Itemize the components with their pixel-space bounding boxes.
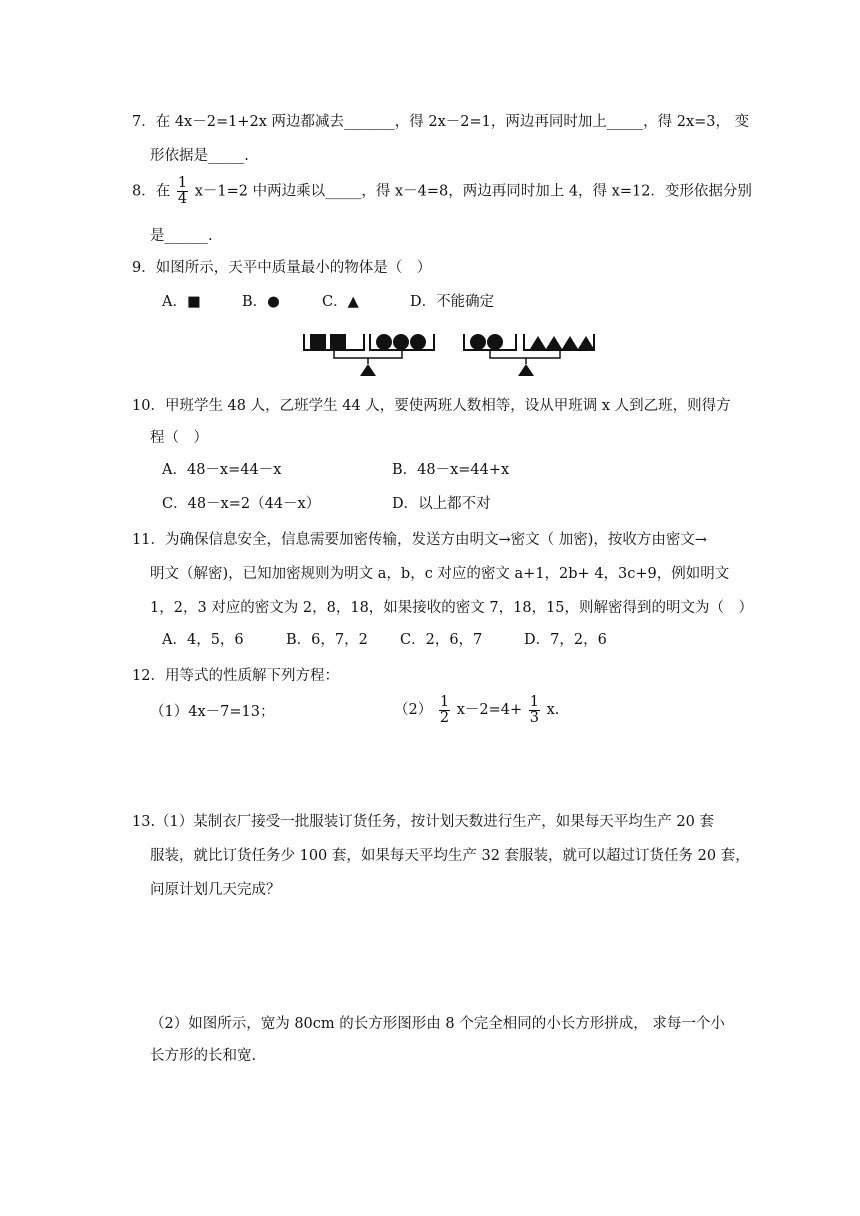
q9-option-d: D．不能确定 <box>410 294 495 310</box>
triangle-weight-icon <box>578 336 594 349</box>
q10-option-c: C．48－x=2（44－x） <box>162 496 321 512</box>
circle-weight-icon <box>470 334 486 350</box>
q12-fraction-2-denominator: 3 <box>529 709 539 726</box>
balance-1-beam <box>334 350 402 358</box>
q10-line1: 10．甲班学生 48 人，乙班学生 44 人，要使两班人数相等，设从甲班调 x 人到乙班，则得方 <box>132 398 731 414</box>
q8-fraction-denominator: 4 <box>177 191 188 207</box>
fulcrum-triangle-icon <box>360 364 376 376</box>
q8-suffix: x－1=2 中两边乘以_____，得 x－4=8，两边再同时加上 4，得 x=12．变形依据分别 <box>194 183 752 200</box>
circle-weight-icon <box>410 334 426 350</box>
q13-line1: 13.（1）某制衣厂接受一批服装订货任务，按计划天数进行生产，如果每天平均生产 20 套 <box>132 814 714 830</box>
q11-option-a: A．4，5，6 <box>162 632 244 648</box>
q9-option-a: A．■ <box>162 294 201 310</box>
q7-line1: 7．在 4x－2=1+2x 两边都减去_______，得 2x－2=1，两边再同时加上_____，得 2x=3， 变 <box>132 114 750 130</box>
balance-2-beam <box>490 350 560 358</box>
q12-part2 <box>394 693 559 727</box>
q10-option-b: B．48－x=44+x <box>392 462 510 478</box>
q8-line2: 是______. <box>150 228 213 244</box>
q10-option-d: D．以上都不对 <box>392 496 491 512</box>
q12-fraction-1 <box>439 695 450 726</box>
balance-scale-2-figure <box>460 328 600 380</box>
q12-part1: （1）4x－7=13； <box>150 704 275 720</box>
fulcrum-triangle-icon <box>518 364 534 376</box>
q10-line2: 程（ ） <box>150 430 208 446</box>
q11-line2: 明文（解密)，已知加密规则为明文 a，b，c 对应的密文 a+1，2b+ 4，3c+9，例如明文 <box>150 566 730 582</box>
q8-line1 <box>132 176 752 207</box>
q7-line2: 形依据是_____. <box>150 148 249 164</box>
q13-part2-line2: 长方形的长和宽. <box>150 1048 257 1064</box>
q8-fraction <box>177 176 188 207</box>
q9-option-b: B．● <box>242 294 280 310</box>
q12-part2-suffix: x. <box>546 702 560 718</box>
q8-prefix: 8．在 <box>132 183 171 200</box>
circle-weight-icon <box>393 334 409 350</box>
q8-fraction-numerator: 1 <box>177 175 188 191</box>
balance-scale-1-figure <box>300 328 440 380</box>
q12-fraction-2-numerator: 1 <box>529 693 539 710</box>
q12-stem: 12．用等式的性质解下列方程： <box>132 668 339 684</box>
q10-option-a: A．48－x=44－x <box>162 462 282 478</box>
square-weight-icon <box>310 334 326 349</box>
q11-line3: 1，2，3 对应的密文为 2，8，18，如果接收的密文 7，18，15，则解密得到的明文为（ ） <box>150 600 754 616</box>
circle-weight-icon <box>376 334 392 350</box>
q12-part2-middle: x－2=4+ <box>456 702 523 718</box>
q11-option-b: B．6，7，2 <box>286 632 368 648</box>
circle-weight-icon <box>487 334 503 350</box>
q12-part2-prefix: （2） <box>394 702 433 718</box>
q11-option-c: C．2，6，7 <box>400 632 483 648</box>
q11-line1: 11．为确保信息安全，信息需要加密传输，发送方由明文→密文（ 加密)，按收方由密文→ <box>132 532 708 548</box>
triangle-weight-icon <box>562 336 578 349</box>
triangle-weight-icon <box>546 336 562 349</box>
q11-option-d: D．7，2，6 <box>524 632 607 648</box>
q13-line2: 服装，就比订货任务少 100 套，如果每天平均生产 32 套服装，就可以超过订货任务 20 套， <box>150 848 750 864</box>
q13-part2-line1: （2）如图所示，宽为 80cm 的长方形图形由 8 个完全相同的小长方形拼成， 求每一个小 <box>150 1016 725 1032</box>
triangle-weight-icon <box>530 336 546 349</box>
q9-stem: 9．如图所示，天平中质量最小的物体是（ ） <box>132 260 432 276</box>
q12-fraction-1-denominator: 2 <box>439 709 450 726</box>
q9-option-c: C．▲ <box>322 294 359 310</box>
q13-line3: 问原计划几天完成？ <box>150 882 281 898</box>
square-weight-icon <box>330 334 346 349</box>
q12-fraction-1-numerator: 1 <box>439 693 450 710</box>
q12-fraction-2 <box>529 695 540 726</box>
